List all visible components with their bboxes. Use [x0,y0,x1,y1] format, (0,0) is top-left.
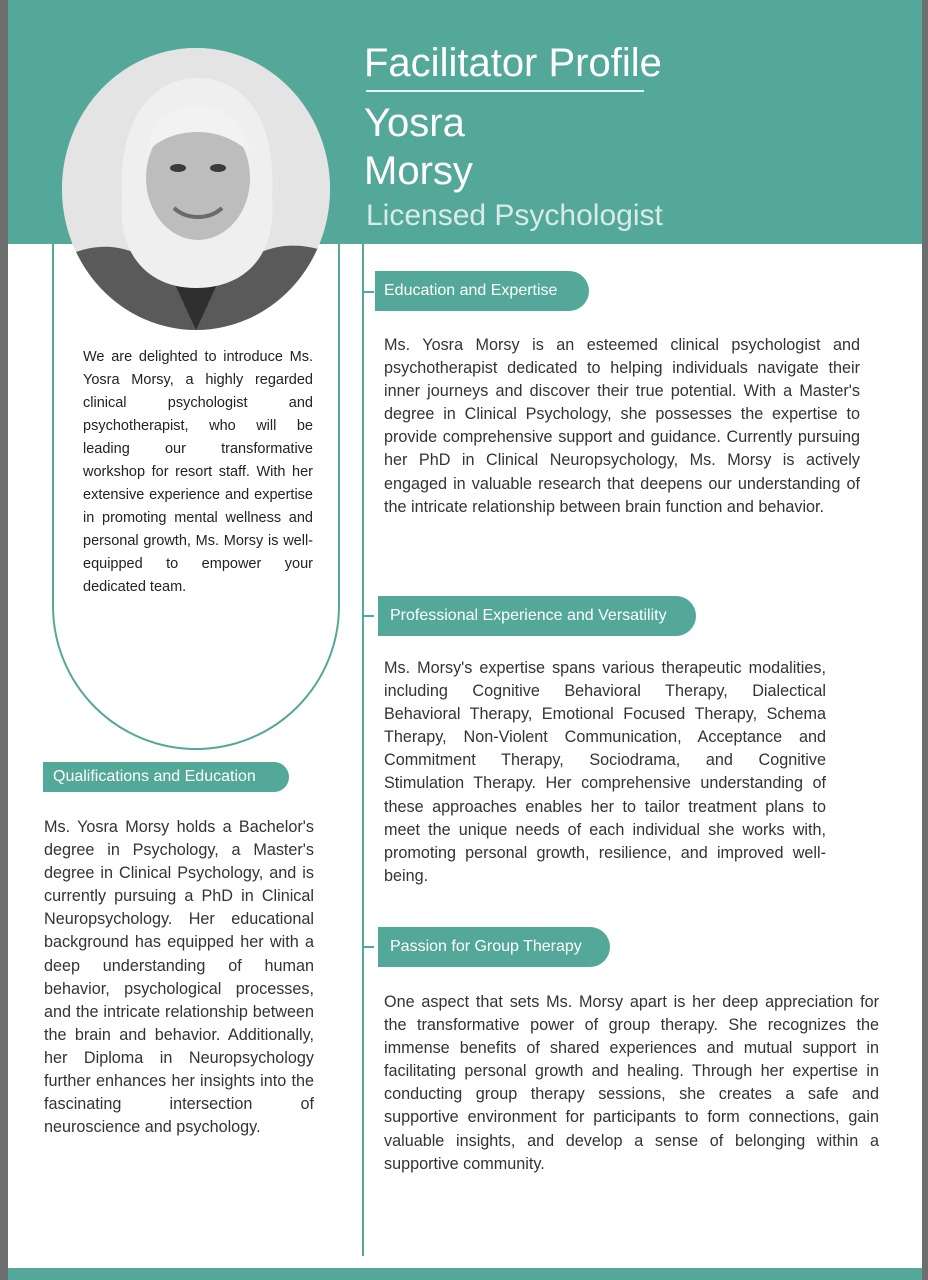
intro-paragraph: We are delighted to introduce Ms. Yosra Morsy, a highly regarded clinical psychologist and psychotherapist, who will be leading our transformative workshop for resort staff. With her extensive experience and expertise in promoting mental wellness and personal growth, Ms. Morsy is well-equipped to empower your dedicated team. [83,349,313,595]
portrait-photo [62,48,330,330]
portrait-illustration [62,48,330,330]
experience-paragraph: Ms. Morsy's expertise spans various therapeutic modalities, including Cognitive Behavioral Therapy, Dialectical Behavioral Therapy, Emotional Focused Therapy, Schema Therapy, Non-Violent Communication, Acceptance and Commitment Therapy, Sociodrama, and Cognitive Stimulation Therapy. Her comprehensive understanding of these approaches enables her to tailor treatment plans to meet the unique needs of each individual she works with, promoting personal growth, resilience, and improved well-being. [384,659,826,885]
timeline-tick [364,946,374,948]
section-heading-group-therapy: Passion for Group Therapy [378,927,610,967]
profile-page [8,0,922,1280]
qualifications-paragraph: Ms. Yosra Morsy holds a Bachelor's degree in Psychology, a Master's degree in Clinical Psychology, and is currently pursuing a PhD in Clinical Neuropsychology. Her educational background has equipped her with a deep understanding of human behavior, psychological processes, and the intricate relationship between the brain and behavior. Additionally, her Diploma in Neuropsychology further enhances her insights into the fascinating intersection of neuroscience and psychology. [44,818,314,1137]
page-title: Facilitator Profile [364,41,662,85]
title-divider [366,90,644,92]
timeline-tick [364,291,374,293]
section-heading-experience: Professional Experience and Versatility [378,596,696,636]
footer-band [8,1268,922,1280]
education-paragraph: Ms. Yosra Morsy is an esteemed clinical psychologist and psychotherapist dedicated to helping individuals navigate their inner journeys and discover their true potential. With a Master's degree in Clinical Psychology, she possesses the expertise to provide comprehensive support and guidance. Currently pursuing her PhD in Clinical Neuropsychology, Ms. Morsy is actively engaged in valuable research that deepens our understanding of the intricate relationship between brain function and behavior. [384,336,860,516]
last-name: Morsy [364,149,473,193]
timeline-line [362,244,364,1256]
group-therapy-paragraph: One aspect that sets Ms. Morsy apart is her deep appreciation for the transformative power of group therapy. She recognizes the immense benefits of shared experiences and mutual support in facilitating personal growth and healing. Through her expertise in conducting group therapy sessions, she creates a safe and supportive environment for participants to form connections, gain valuable insights, and develop a sense of belonging within a supportive community. [384,993,879,1173]
timeline-tick [364,615,374,617]
first-name: Yosra [364,101,465,145]
role-title: Licensed Psychologist [366,199,663,232]
section-heading-qualifications: Qualifications and Education [43,762,289,792]
section-heading-education: Education and Expertise [375,271,589,311]
